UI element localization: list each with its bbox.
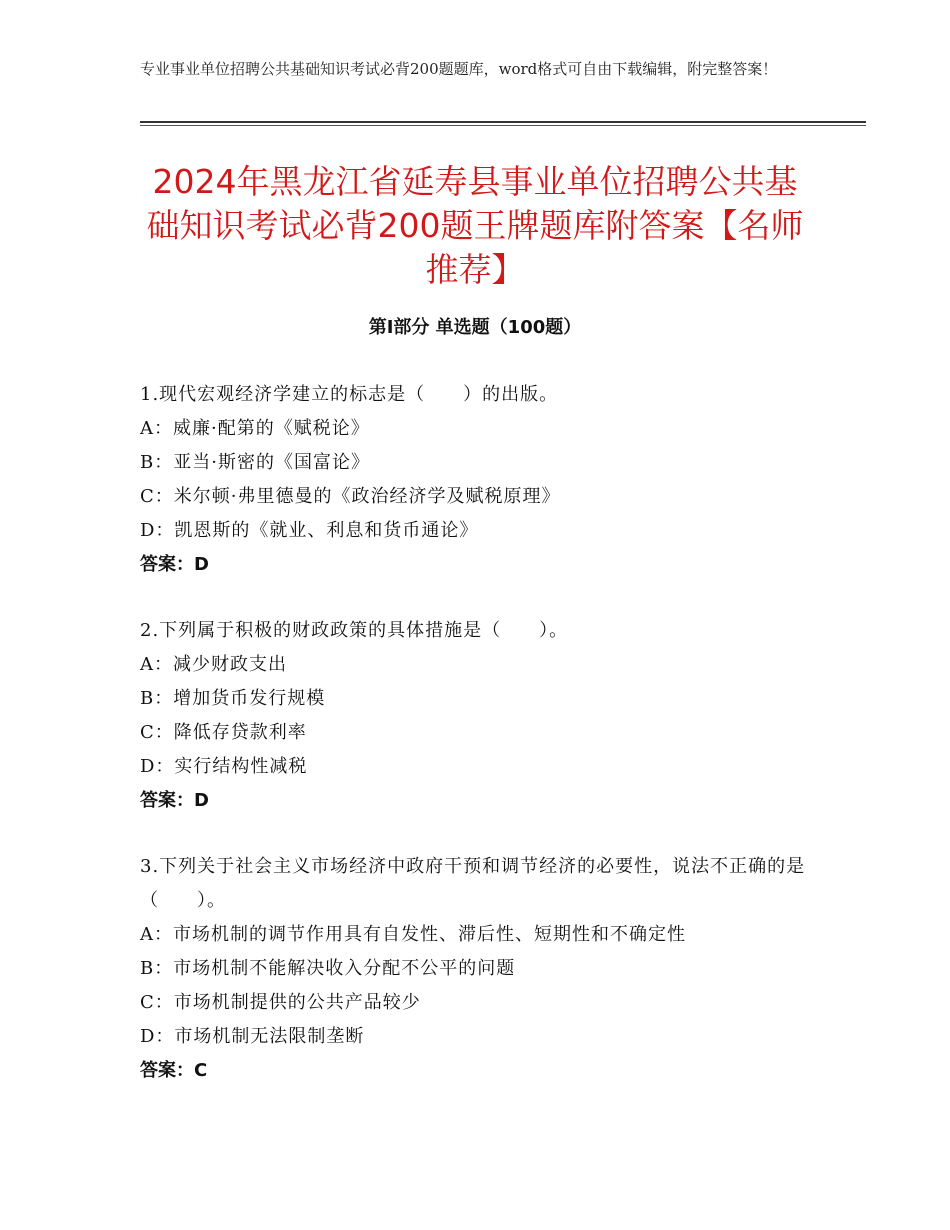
option-d: D：实行结构性减税 [140,756,308,777]
question-stem: 3.下列关于社会主义市场经济中政府干预和调节经济的必要性，说法不正确的是（ ）。 [140,856,806,911]
answer: 答案：D [140,790,209,811]
option-c: C：降低存贷款利率 [140,722,307,743]
option-b: B：市场机制不能解决收入分配不公平的问题 [140,958,516,979]
option-b: B：增加货币发行规模 [140,688,326,709]
option-b: B：亚当·斯密的《国富论》 [140,452,370,473]
question-1 [140,378,820,582]
answer: 答案：D [140,554,209,575]
option-a: A：威廉·配第的《赋税论》 [140,418,370,439]
question-stem: 1.现代宏观经济学建立的标志是（ ）的出版。 [140,384,559,405]
option-d: D：凯恩斯的《就业、利息和货币通论》 [140,520,479,541]
question-2 [140,614,820,818]
header-divider-thin [140,125,866,126]
question-list [140,378,820,1120]
header-divider-thick [140,121,866,123]
question-3 [140,850,820,1088]
header-note: 专业事业单位招聘公共基础知识考试必背200题题库，word格式可自由下载编辑，附完整答案！ [140,60,778,78]
option-a: A：市场机制的调节作用具有自发性、滞后性、短期性和不确定性 [140,924,686,945]
option-d: D：市场机制无法限制垄断 [140,1026,365,1047]
option-c: C：米尔顿·弗里德曼的《政治经济学及赋税原理》 [140,486,561,507]
question-stem: 2.下列属于积极的财政政策的具体措施是（ ）。 [140,620,569,641]
section-title: 第Ⅰ部分 单选题（100题） [368,317,582,338]
answer: 答案：C [140,1060,208,1081]
document-title: 2024年黑龙江省延寿县事业单位招聘公共基础知识考试必背200题王牌题库附答案【名师推荐】 [146,162,804,289]
option-c: C：市场机制提供的公共产品较少 [140,992,421,1013]
option-a: A：减少财政支出 [140,654,287,675]
